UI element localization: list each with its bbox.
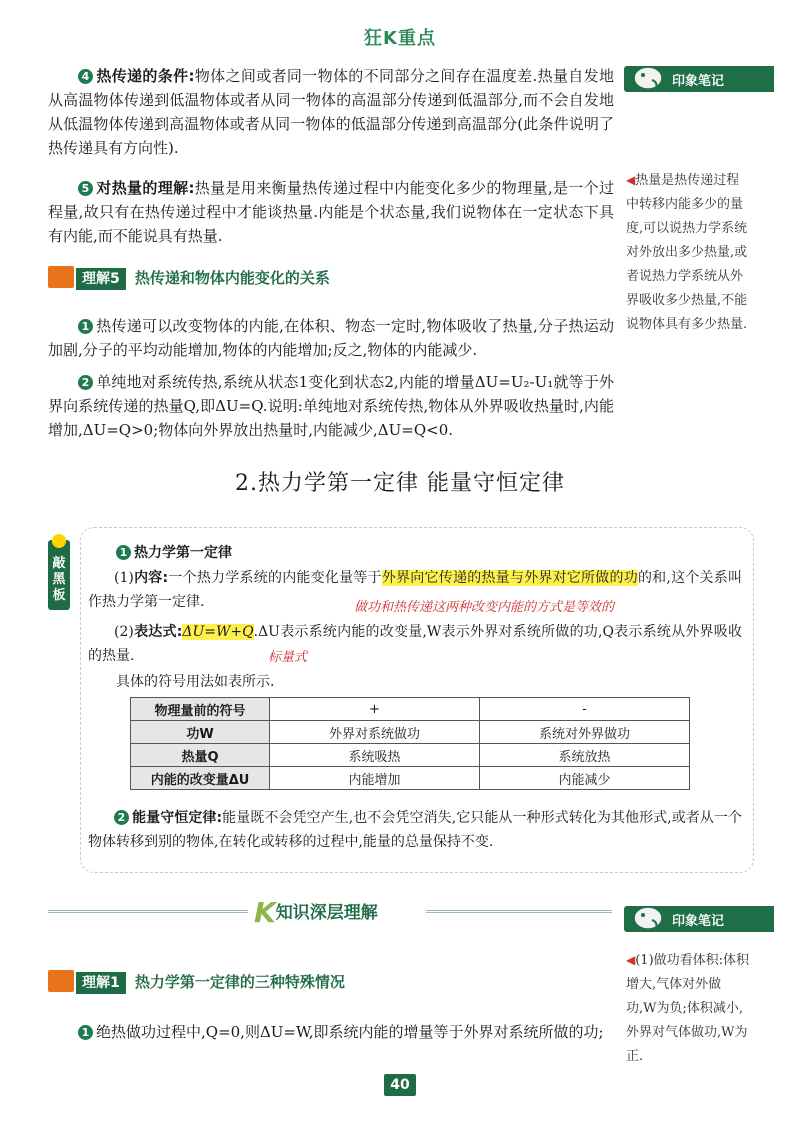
law1-expression <box>88 620 742 668</box>
section-title: 2.热力学第一定律 能量守恒定律 <box>235 471 565 496</box>
k-logo-icon: K <box>254 896 276 929</box>
deep-understanding-title <box>254 896 378 929</box>
understand1-paragraph-1 <box>48 1020 614 1044</box>
item-prefix: (2) <box>114 624 134 640</box>
item-prefix: (1) <box>114 570 134 586</box>
paragraph-text: 热量是用来衡量热传递过程中内能变化多少的物理量,是一个过程量,故只有在热传递过程中才能谈热量.内能是个状态量,我们说物体在一定状态下具有内能,而不能说具有热量. <box>48 179 614 245</box>
table-cell: 内能的改变量ΔU <box>131 767 270 790</box>
table-header-row <box>131 698 690 721</box>
note-arrow-icon: ◀ <box>626 173 636 187</box>
memo-tab-top <box>624 66 774 92</box>
item-text: 的和,这个关系叫作热力学第一定律. <box>88 570 743 610</box>
knock-board-text: 敲黑板 <box>52 556 66 603</box>
side-note-work <box>626 948 750 1069</box>
number-badge: 5 <box>78 181 93 196</box>
table-header-cell: + <box>270 698 480 721</box>
table-cell: 内能减少 <box>480 767 690 790</box>
handwritten-note-equivalent: 做功和热传递这两种改变内能的方式是等效的 <box>354 600 615 615</box>
knock-board-label <box>48 540 70 610</box>
divider-left <box>48 910 248 917</box>
table-intro: 具体的符号用法如表所示. <box>116 674 275 690</box>
understand-title: 热传递和物体内能变化的关系 <box>134 269 330 287</box>
table-cell: 功W <box>131 721 270 744</box>
elephant-icon <box>630 902 666 932</box>
divider-right <box>426 910 612 917</box>
memo-tab-label: 印象笔记 <box>672 914 725 929</box>
book-icon <box>48 970 74 992</box>
number-badge: 1 <box>78 319 93 334</box>
item-text: 一个热力学系统的内能变化量等于 <box>168 570 382 586</box>
deep-title-text: 知识深层理解 <box>275 903 378 923</box>
paragraph-text: 热传递可以改变物体的内能,在体积、物态一定时,物体吸收了热量,分子热运动加剧,分子的平均动能增加,物体的内能增加;反之,物体的内能减少. <box>48 317 614 359</box>
note-arrow-icon: ◀ <box>626 953 636 967</box>
number-badge: 1 <box>116 545 131 560</box>
page-number-text: 40 <box>390 1077 410 1093</box>
understand-tag: 理解5 <box>76 268 126 290</box>
number-badge: 1 <box>78 1025 93 1040</box>
table-row <box>131 721 690 744</box>
paragraph-text: 单纯地对系统传热,系统从状态1变化到状态2,内能的增量ΔU=U₂-U₁就等于外界向系统传递的热量Q,即ΔU=Q.说明:单纯地对系统传热,物体从外界吸收热量时,内能增加,ΔU=Q>0;物体向外界放出热量时,内能减少,ΔU=Q<0. <box>48 373 614 439</box>
book-icon <box>48 266 74 288</box>
understand5-paragraph-2 <box>48 370 614 442</box>
item-label: 内容: <box>133 570 169 586</box>
highlight-text: 外界向它传递的热量与外界对它所做的功 <box>381 570 638 586</box>
table-header-cell: - <box>480 698 690 721</box>
table-cell: 内能增加 <box>270 767 480 790</box>
law2-text: 能量既不会凭空产生,也不会凭空消失,它只能从一种形式转化为其他形式,或者从一个物体转移到别的物体,在转化或转移的过程中,能量的总量保持不变. <box>88 810 742 850</box>
law1-heading <box>116 542 232 562</box>
memo-tab-label: 印象笔记 <box>672 74 725 89</box>
table-row <box>131 744 690 767</box>
understand5-heading <box>48 266 330 290</box>
number-badge: 2 <box>114 810 129 825</box>
law2-title: 能量守恒定律: <box>132 810 223 826</box>
handwritten-note-scalar: 标量式 <box>268 650 308 665</box>
table-cell: 热量Q <box>131 744 270 767</box>
number-badge: 2 <box>78 375 93 390</box>
side-note-text: (1)做功看体积:体积增大,气体对外做功,W为负;体积减小,外界对气体做功,W为正. <box>626 953 750 1064</box>
law1-title: 热力学第一定律 <box>134 545 232 561</box>
elephant-icon <box>630 62 666 92</box>
understand-title: 热力学第一定律的三种特殊情况 <box>134 973 345 991</box>
paragraph-condition <box>48 64 614 160</box>
paragraph-title: 对热量的理解: <box>96 179 195 197</box>
understand5-paragraph-1 <box>48 314 614 362</box>
item-label: 表达式: <box>133 624 183 640</box>
paragraph-text: 绝热做功过程中,Q=0,则ΔU=W,即系统内能的增量等于外界对系统所做的功; <box>96 1023 604 1041</box>
side-note-text: 热量是热传递过程中转移内能多少的量度,可以说热力学系统对外放出多少热量,或者说热力学系统从外界吸收多少热量,不能说物体具有多少热量. <box>626 173 748 332</box>
formula-highlight: ΔU=W+Q <box>182 624 254 640</box>
sign-table <box>130 697 690 790</box>
paragraph-title: 热传递的条件: <box>96 67 195 85</box>
understand1-heading <box>48 970 345 994</box>
table-cell: 系统吸热 <box>270 744 480 767</box>
side-note-heat <box>626 168 750 337</box>
number-badge: 4 <box>78 69 93 84</box>
table-row <box>131 767 690 790</box>
table-cell: 外界对系统做功 <box>270 721 480 744</box>
paragraph-text: 物体之间或者同一物体的不同部分之间存在温度差.热量自发地从高温物体传递到低温物体或者从同一物体的高温部分传递到低温部分,而不会自发地从低温物体传递到高温物体或者从同一物体的低温部分传递到高温部分(此条件说明了热传递具有方向性). <box>48 67 614 157</box>
bulb-icon <box>52 534 66 548</box>
item-text: .ΔU表示系统内能的改变量,W表示外界对系统所做的功,Q表示系统从外界吸收的热量. <box>88 624 742 664</box>
memo-tab-bottom <box>624 906 774 932</box>
table-header-cell: 物理量前的符号 <box>131 698 270 721</box>
law2-paragraph <box>88 806 742 854</box>
paragraph-heat-understanding <box>48 176 614 248</box>
page-number <box>384 1074 416 1096</box>
table-cell: 系统对外界做功 <box>480 721 690 744</box>
running-header: 狂K重点 <box>364 28 436 49</box>
table-cell: 系统放热 <box>480 744 690 767</box>
understand-tag: 理解1 <box>76 972 126 994</box>
